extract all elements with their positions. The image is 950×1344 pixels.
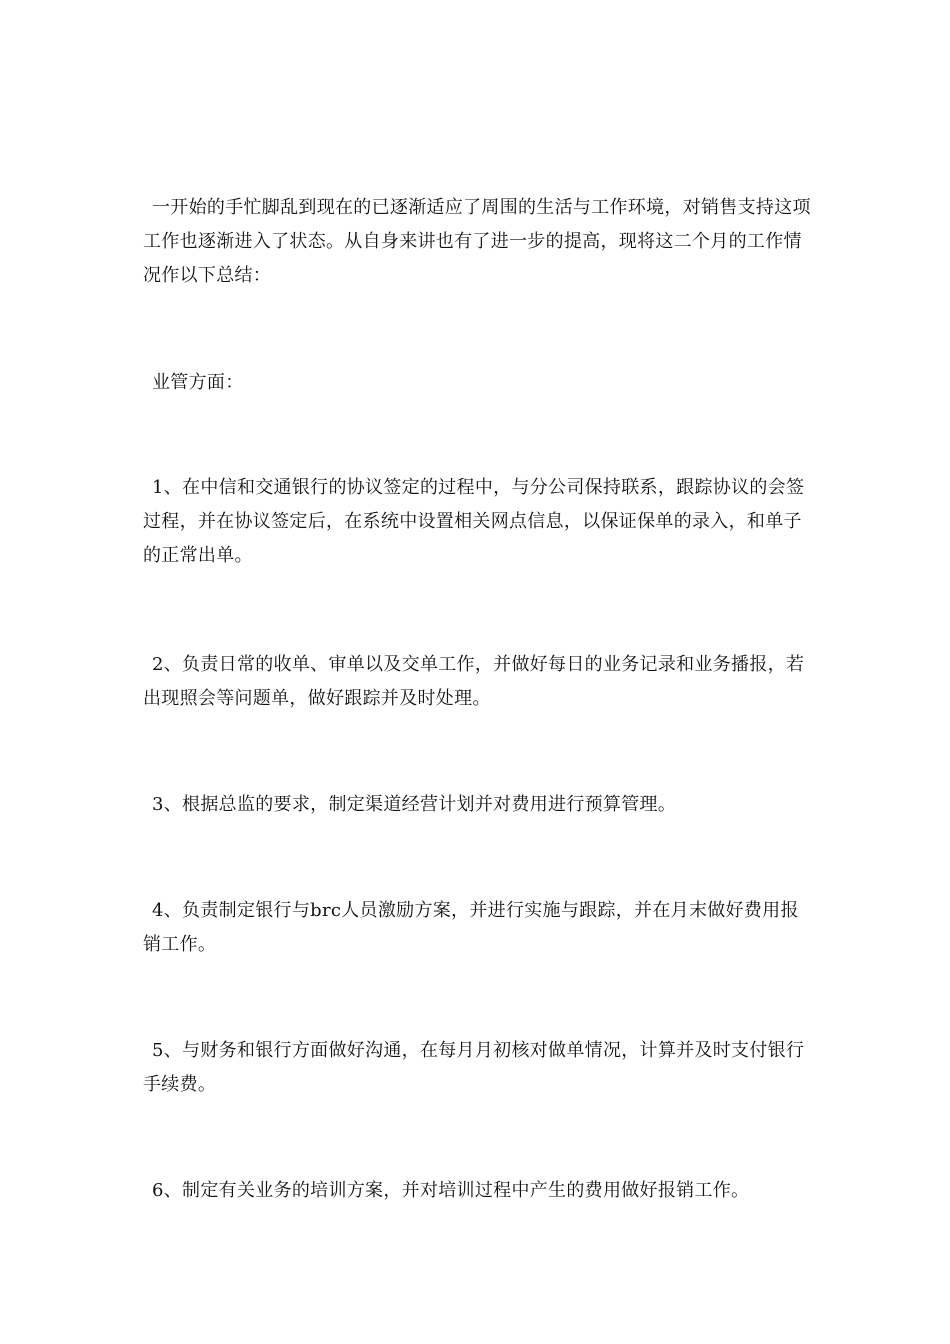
list-item: 4、负责制定银行与brc人员激励方案，并进行实施与跟踪，并在月末做好费用报销工作。	[143, 900, 799, 955]
list-item: 3、根据总监的要求，制定渠道经营计划并对费用进行预算管理。	[152, 794, 677, 815]
list-item: 2、负责日常的收单、审单以及交单工作，并做好每日的业务记录和业务播报，若出现照会等问题单，做好跟踪并及时处理。	[143, 654, 805, 709]
list-item: 6、制定有关业务的培训方案，并对培训过程中产生的费用做好报销工作。	[152, 1180, 750, 1201]
intro-paragraph: 一开始的手忙脚乱到现在的已逐渐适应了周围的生活与工作环境，对销售支持这项工作也逐渐进入了状态。从自身来讲也有了进一步的提高，现将这二个月的工作情况作以下总结：	[143, 197, 811, 286]
section-heading: 业管方面：	[152, 372, 244, 393]
list-item: 5、与财务和银行方面做好沟通，在每月月初核对做单情况，计算并及时支付银行手续费。	[143, 1040, 805, 1095]
list-item: 1、在中信和交通银行的协议签定的过程中，与分公司保持联系，跟踪协议的会签过程，并在协议签定后，在系统中设置相关网点信息，以保证保单的录入，和单子的正常出单。	[143, 477, 805, 566]
